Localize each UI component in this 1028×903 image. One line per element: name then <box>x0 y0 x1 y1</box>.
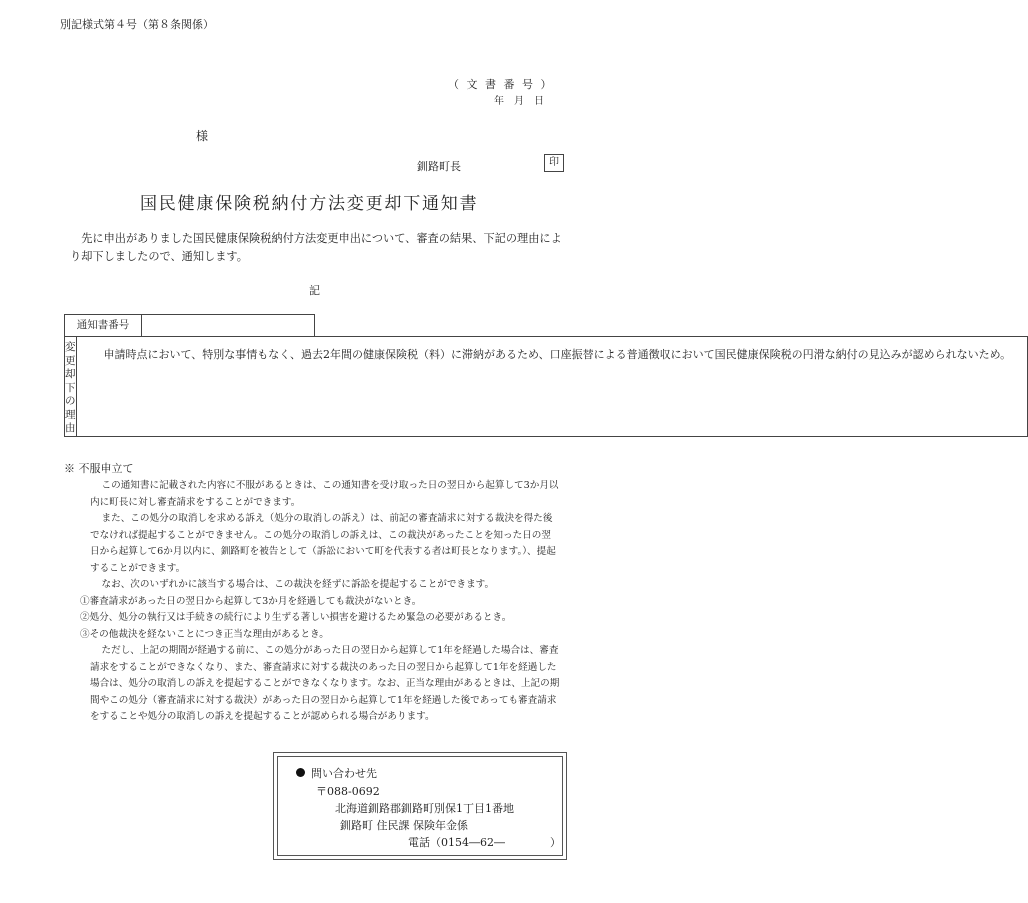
contact-phone-close: ） <box>550 836 561 849</box>
form-reference: 別記様式第４号（第８条関係） <box>60 18 214 31</box>
contact-department: 釧路町 住民課 保険年金係 <box>340 819 468 832</box>
appeal-paragraph-2: また、この処分の取消しを求める訴え（処分の取消しの訴え）は、前記の審査請求に対する裁決を得た後でなければ提起することができません。この処分の取消しの訴えは、この裁決があったことを知った日の翌日から起算して6か月以内に、釧路町を被告として（訴訟において町を代表する者は町長となります。）、提起することができます。 <box>90 513 556 574</box>
appeal-paragraph-3: なお、次のいずれかに該当する場合は、この裁決を経ずに訴訟を提起することができます。 <box>101 579 495 590</box>
notice-number-value <box>142 315 315 337</box>
document-number: （ 文 書 番 号 ） <box>448 78 554 91</box>
ki-marker: 記 <box>309 284 320 297</box>
notice-number-label: 通知書番号 <box>65 315 142 337</box>
reason-label-char: 下 <box>65 381 76 394</box>
contact-heading <box>296 765 377 781</box>
reason-table <box>64 336 1028 437</box>
appeal-item-2: ②処分、処分の執行又は手続きの続行により生ずる著しい損害を避けるため緊急の必要があるとき。 <box>80 612 512 623</box>
contact-heading-text: 問い合わせ先 <box>311 767 377 780</box>
reason-label-char: 由 <box>65 422 76 434</box>
appeal-paragraph-4: ただし、上記の期間が経過する前に、この処分があった日の翌日から起算して1年を経過した場合は、審査請求をすることができなくなり、また、審査請求に対する裁決のあった日の翌日から起算して1年を経過した場合は、処分の取消しの訴えを提起することができなくなります。なお、正当な理由があるときは、上記の期間やこの処分（審査請求に対する裁決）があった日の翌日から起算して1年を経過した後であっても審査請求をすることや処分の取消しの訴えを提起することが認められる場合があります。 <box>90 645 560 722</box>
contact-phone: 電話（0154―62― <box>408 836 505 849</box>
appeal-heading: ※ 不服申立て <box>64 462 134 475</box>
reason-label-char: 理 <box>65 408 76 421</box>
appeal-item-3: ③その他裁決を経ないことにつき正当な理由があるとき。 <box>80 628 329 640</box>
contact-postal: 〒088-0692 <box>316 785 380 798</box>
sender-name: 釧路町長 <box>417 160 461 173</box>
reason-label-char: 変 <box>65 341 76 353</box>
date-line: 年 月 日 <box>494 96 544 107</box>
reason-label <box>65 337 77 437</box>
appeal-item-1: ①審査請求があった日の翌日から起算して3か月を経過しても裁決がないとき。 <box>80 595 422 607</box>
seal-box: 印 <box>544 154 564 172</box>
notice-number-table <box>64 314 315 337</box>
contact-address: 北海道釧路郡釧路町別保1丁目1番地 <box>335 802 514 815</box>
recipient-honorific: 様 <box>196 129 209 143</box>
reason-text: 申請時点において、特別な事情もなく、過去2年間の健康保険税（料）に滞納があるため、口座振替による普通徴収において国民健康保険税の円滑な納付の見込みが認められないため。 <box>76 337 1028 437</box>
reason-label-char: 更 <box>65 354 76 367</box>
appeal-section <box>80 478 560 726</box>
appeal-paragraph-1: この通知書に記載された内容に不服があるときは、この通知書を受け取った日の翌日から起算して3か月以内に町長に対し審査請求をすることができます。 <box>90 480 559 508</box>
document-title: 国民健康保険税納付方法変更却下通知書 <box>140 194 479 214</box>
bullet-icon <box>296 768 305 777</box>
intro-paragraph: 先に申出がありました国民健康保険税納付方法変更申出について、審査の結果、下記の理由により却下しましたので、通知します。 <box>70 232 562 263</box>
reason-label-char: 却 <box>65 368 76 380</box>
reason-label-char: の <box>65 395 76 407</box>
